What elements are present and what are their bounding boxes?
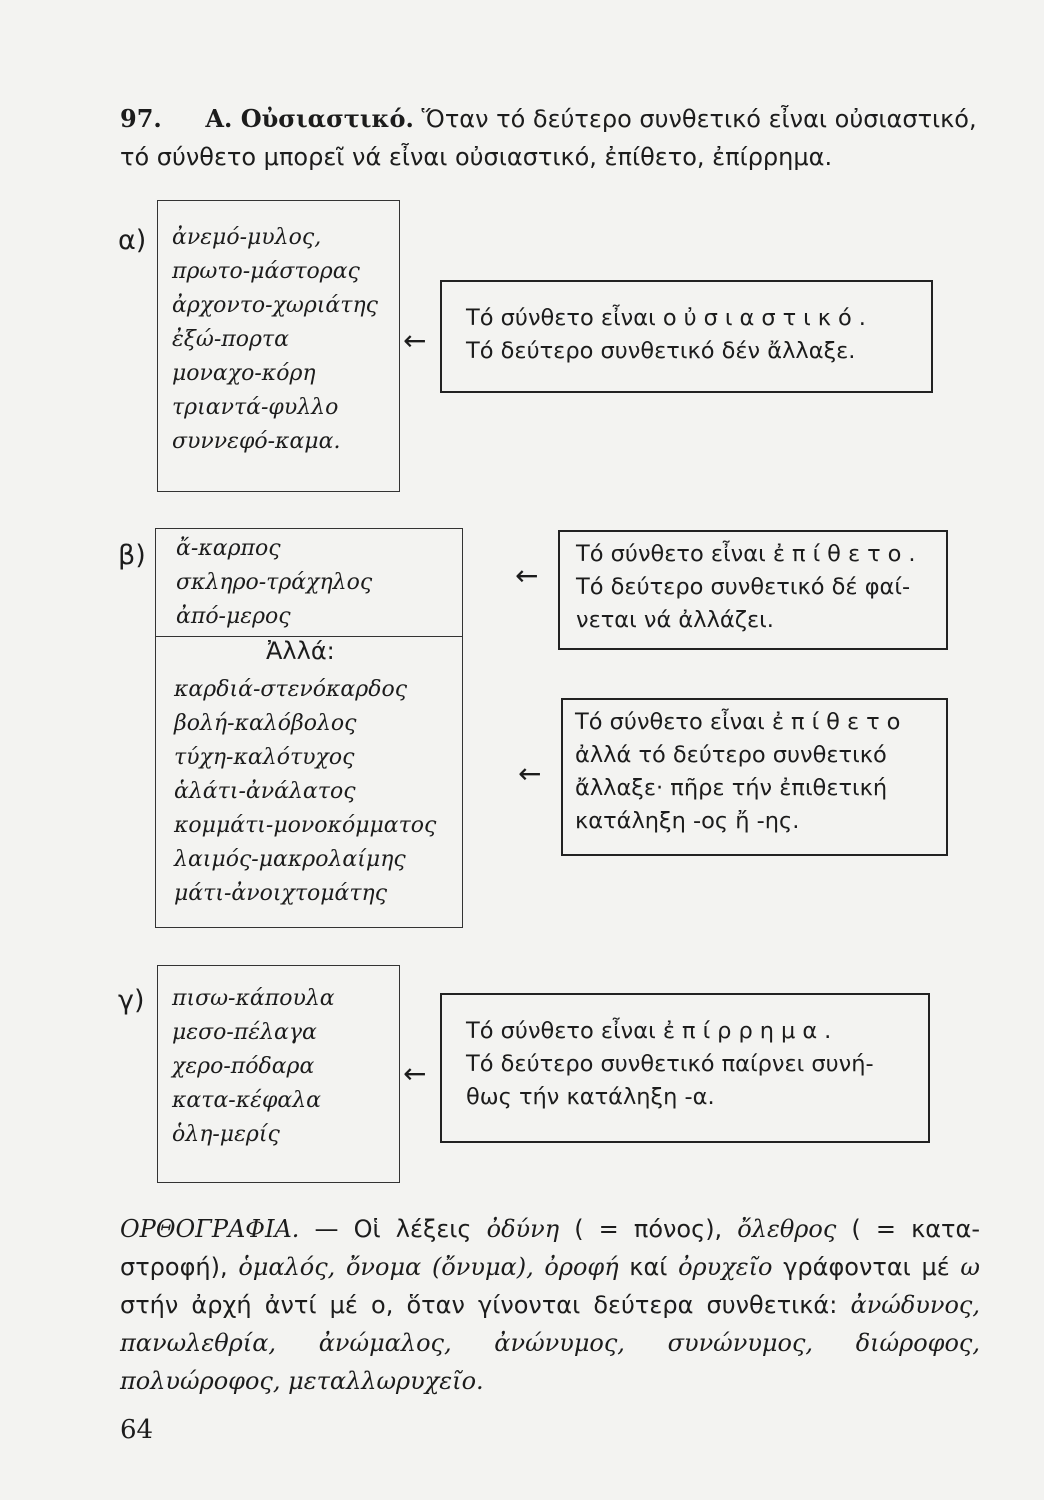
arrow-left-icon: ← [403, 1057, 427, 1090]
group-a-words [158, 201, 399, 459]
rule-line: Τό σύνθετο εἶναι οὐσιαστικό. [466, 305, 873, 331]
word-item: πρωτο-μάστορας [172, 259, 360, 284]
heading-text-1: Ὅταν τό δεύτερο συνθετικό εἶναι οὐσιαστικό, [421, 105, 977, 133]
rule-line: Τό δεύτερο συνθετικό δέν ἄλλαξε. [466, 338, 856, 364]
word-item: καρδιά-στενόκαρδος [174, 677, 408, 702]
section-heading [120, 100, 980, 176]
group-b-words-2 [174, 673, 436, 911]
word-item: πισω-κάπουλα [172, 986, 335, 1011]
group-c-rule-box [440, 993, 930, 1143]
word-item: βολή-καλόβολος [174, 711, 357, 736]
rule-line: Τό σύνθετο εἶναι ἐπίρρημα. [466, 1018, 839, 1044]
word-item: ἀπό-μερος [176, 604, 291, 629]
text-run: γράφονται μέ [783, 1253, 950, 1281]
rule-line: νεται νά ἀλλάζει. [576, 607, 774, 633]
text-run: στήν ἀρχή ἀντί μέ ο, ὅταν γίνονται δεύτερα συνθετικά: [120, 1291, 838, 1319]
group-a-label: α) [118, 225, 147, 256]
arrow-left-icon: ← [515, 559, 539, 592]
group-c-label: γ) [118, 985, 145, 1016]
text-run: ( = πόνος), [574, 1215, 723, 1243]
rule-line: Τό σύνθετο εἶναι ἐπίθετο. [576, 541, 923, 567]
group-c-words [158, 966, 399, 1152]
word-item: ἁλάτι-ἀνάλατος [174, 779, 356, 804]
word-item: ἀνεμό-μυλος, [172, 225, 322, 250]
group-b-words [156, 529, 462, 634]
section-title: Α. Οὐσιαστικό. [205, 104, 414, 133]
heading-text-2: τό σύνθετο μπορεῖ νά εἶναι οὐσιαστικό, ἐπίθετο, ἐπίρρημα. [120, 143, 833, 171]
rule-line: ἀλλά τό δεύτερο συνθετικό [575, 742, 887, 768]
section-number: 97. [120, 104, 162, 133]
word-item: ὁλη-μερίς [172, 1122, 280, 1147]
word-item: ἄ-καρπος [176, 536, 281, 561]
group-b-rule-box-1 [558, 530, 948, 650]
rule-line: ἄλλαξε· πῆρε τήν ἐπιθετική [575, 775, 888, 801]
word-item: μοναχο-κόρη [172, 361, 316, 386]
rule-line: κατάληξη -ος ἤ -ης. [575, 808, 800, 834]
word-item: σκληρο-τράχηλος [176, 570, 373, 595]
word-item: συννεφό-καμα. [172, 429, 341, 454]
example-word: ω [960, 1253, 980, 1281]
but-label: Ἀλλά: [266, 637, 335, 665]
example-word: ὁμαλός, ὄνομα (ὄνυμα), ὀροφή [238, 1253, 619, 1281]
group-b-rule-box-2 [561, 698, 948, 856]
word-item: τύχη-καλότυχος [174, 745, 355, 770]
text-run: — Οἱ λέξεις [314, 1215, 472, 1243]
group-a-wordbox [157, 200, 400, 492]
word-item: μεσο-πέλαγα [172, 1020, 317, 1045]
rule-line: Τό δεύτερο συνθετικό δέ φαί- [576, 574, 911, 600]
group-c-wordbox [157, 965, 400, 1183]
example-word: ἀνώδυνος, πανωλεθρία, ἀνώμαλος, ἀνώνυμος, συνώνυμος, διώροφος, πολυώροφος, μεταλλωρυχεῖο. [120, 1291, 980, 1395]
group-a-rule-box [440, 280, 933, 393]
word-item: χερο-πόδαρα [172, 1054, 315, 1079]
text-run: ( = κατα-στροφή), [120, 1215, 980, 1281]
page-number: 64 [120, 1415, 154, 1445]
word-item: μάτι-ἀνοιχτομάτης [174, 881, 388, 906]
word-item: κομμάτι-μονοκόμματος [174, 813, 437, 838]
example-word: ὀρυχεῖο [678, 1253, 773, 1281]
group-b-wordbox [155, 528, 463, 928]
word-item: ἀρχοντο-χωριάτης [172, 293, 378, 318]
group-b-label: β) [118, 540, 146, 571]
example-word: ὀδύνη [486, 1215, 560, 1243]
rule-line: θως τήν κατάληξη -α. [466, 1084, 715, 1110]
example-word: ὄλεθρος [737, 1215, 837, 1243]
word-item: ἐξώ-πορτα [172, 327, 289, 352]
arrow-left-icon: ← [518, 757, 542, 790]
orthography-paragraph [120, 1210, 980, 1400]
word-item: κατα-κέφαλα [172, 1088, 322, 1113]
rule-line: Τό δεύτερο συνθετικό παίρνει συνή- [466, 1051, 874, 1077]
rule-line: Τό σύνθετο εἶναι ἐπίθετο [575, 709, 908, 735]
arrow-left-icon: ← [403, 324, 427, 357]
word-item: λαιμός-μακρολαίμης [174, 847, 406, 872]
text-run: καί [629, 1253, 668, 1281]
word-item: τριαντά-φυλλο [172, 395, 339, 420]
orthography-heading: ΟΡΘΟΓΡΑΦΙΑ. [120, 1215, 300, 1243]
